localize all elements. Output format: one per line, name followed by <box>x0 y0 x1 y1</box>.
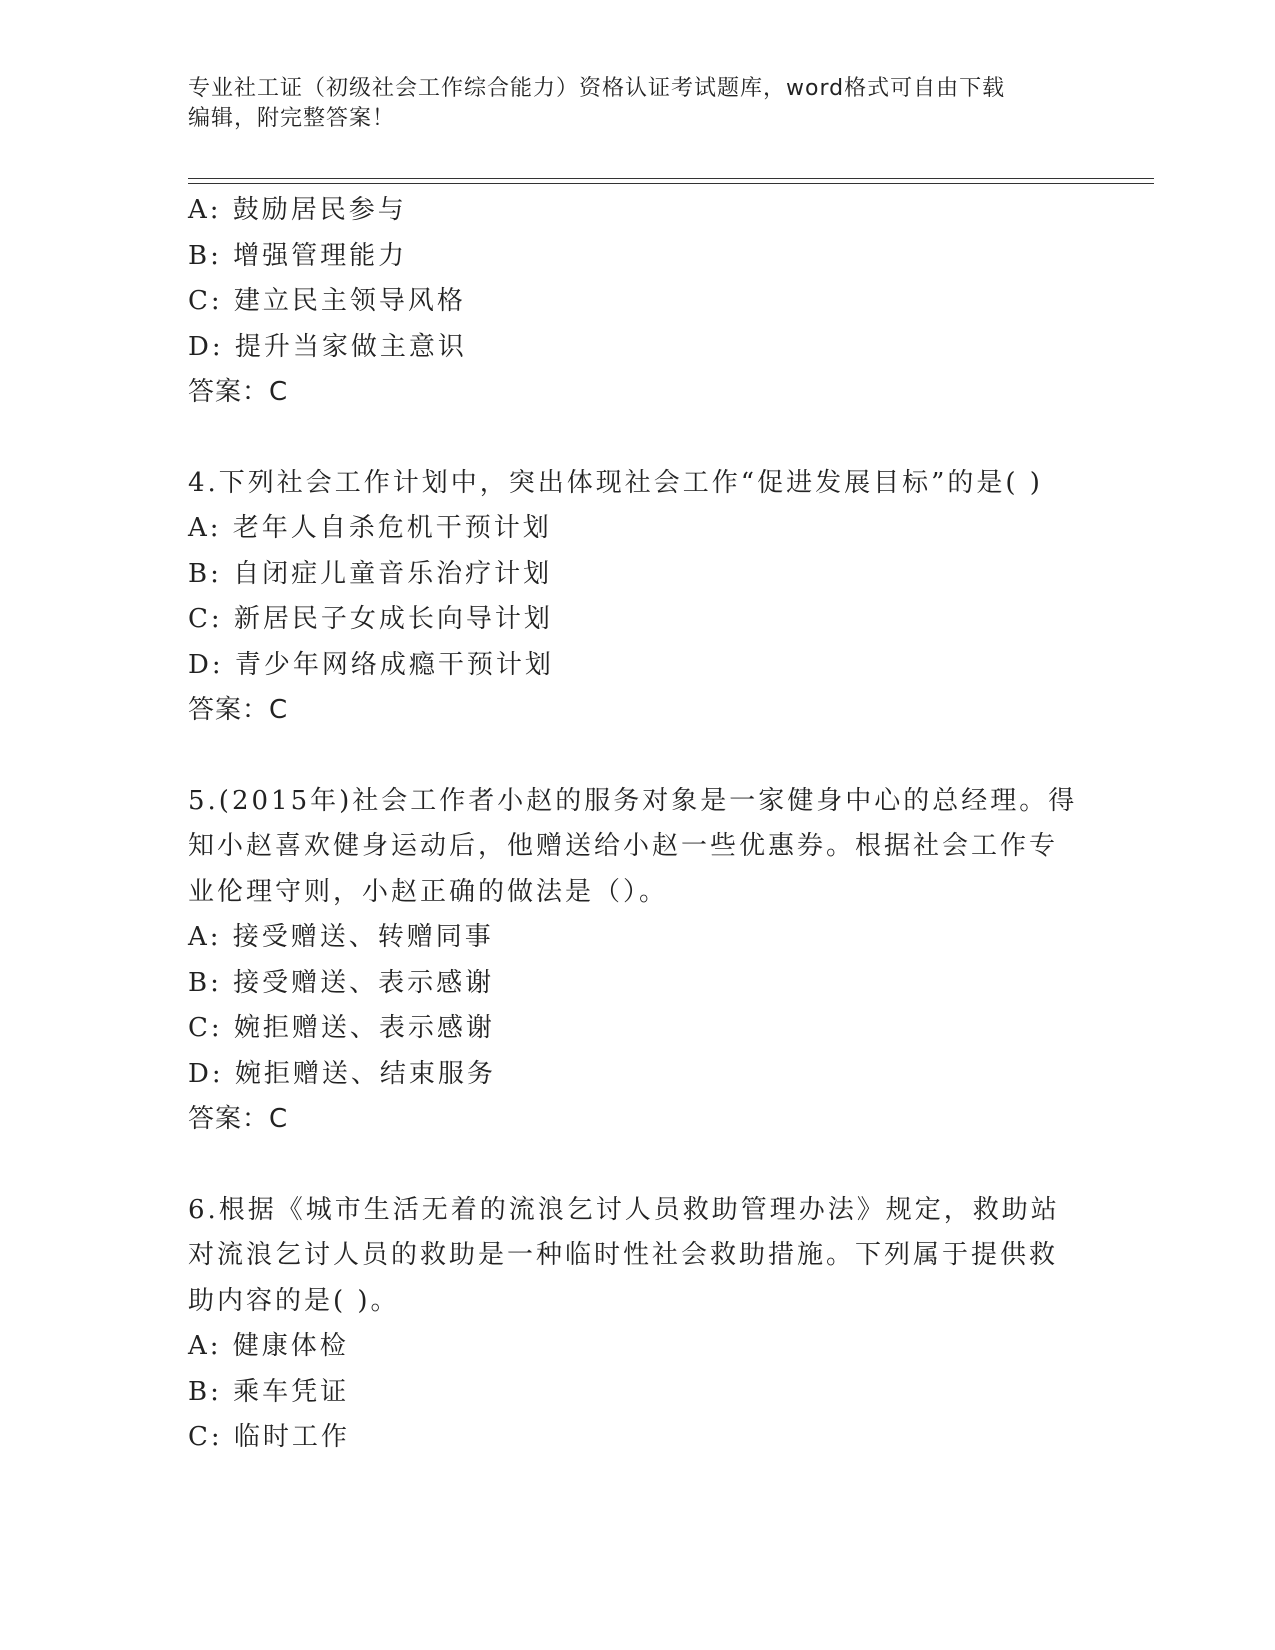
answer-line: 答案：C <box>188 695 289 725</box>
option-b: B: 自闭症儿童音乐治疗计划 <box>188 558 553 589</box>
question-text-line-1: 5.(2015年)社会工作者小赵的服务对象是一家健身中心的总经理。得 <box>188 785 1078 816</box>
option-c: C: 新居民子女成长向导计划 <box>188 604 553 634</box>
option-a: A: 老年人自杀危机干预计划 <box>188 513 552 543</box>
option-a: A: 接受赠送、转赠同事 <box>188 922 494 952</box>
option-c: C: 临时工作 <box>188 1422 350 1452</box>
option-d: D: 提升当家做主意识 <box>188 331 467 362</box>
option-d: D: 青少年网络成瘾干预计划 <box>188 649 554 680</box>
header-rule-bottom <box>188 183 1154 184</box>
option-a: A: 健康体检 <box>188 1331 349 1361</box>
answer-line: 答案：C <box>188 377 289 407</box>
header-line-2: 编辑，附完整答案！ <box>188 106 396 131</box>
header-line-1: 专业社工证（初级社会工作综合能力）资格认证考试题库，word格式可自由下载 <box>188 76 1006 101</box>
question-text-line-3: 助内容的是( )。 <box>188 1285 400 1316</box>
question-text: 4.下列社会工作计划中，突出体现社会工作“促进发展目标”的是( ) <box>188 467 1043 498</box>
question-block-5 <box>188 779 1088 1143</box>
option-a: A: 鼓励居民参与 <box>188 195 407 225</box>
header-rule-top <box>188 178 1154 179</box>
option-c: C: 婉拒赠送、表示感谢 <box>188 1013 495 1043</box>
document-header <box>188 74 1068 134</box>
question-text-line-1: 6.根据《城市生活无着的流浪乞讨人员救助管理办法》规定，救助站 <box>188 1194 1060 1225</box>
option-b: B: 增强管理能力 <box>188 240 408 271</box>
question-text-line-3: 业伦理守则，小赵正确的做法是（）。 <box>188 876 669 907</box>
option-c: C: 建立民主领导风格 <box>188 286 466 316</box>
option-b: B: 接受赠送、表示感谢 <box>188 967 495 998</box>
question-block-6 <box>188 1188 1088 1461</box>
question-block-3 <box>188 188 1088 416</box>
answer-line: 答案：C <box>188 1104 289 1134</box>
option-b: B: 乘车凭证 <box>188 1376 350 1407</box>
question-text-line-2: 对流浪乞讨人员的救助是一种临时性社会救助措施。下列属于提供救 <box>188 1240 1059 1270</box>
question-block-4 <box>188 461 1088 734</box>
question-text-line-2: 知小赵喜欢健身运动后，他赠送给小赵一些优惠券。根据社会工作专 <box>188 831 1059 861</box>
option-d: D: 婉拒赠送、结束服务 <box>188 1058 496 1089</box>
question-content <box>188 188 1088 1461</box>
